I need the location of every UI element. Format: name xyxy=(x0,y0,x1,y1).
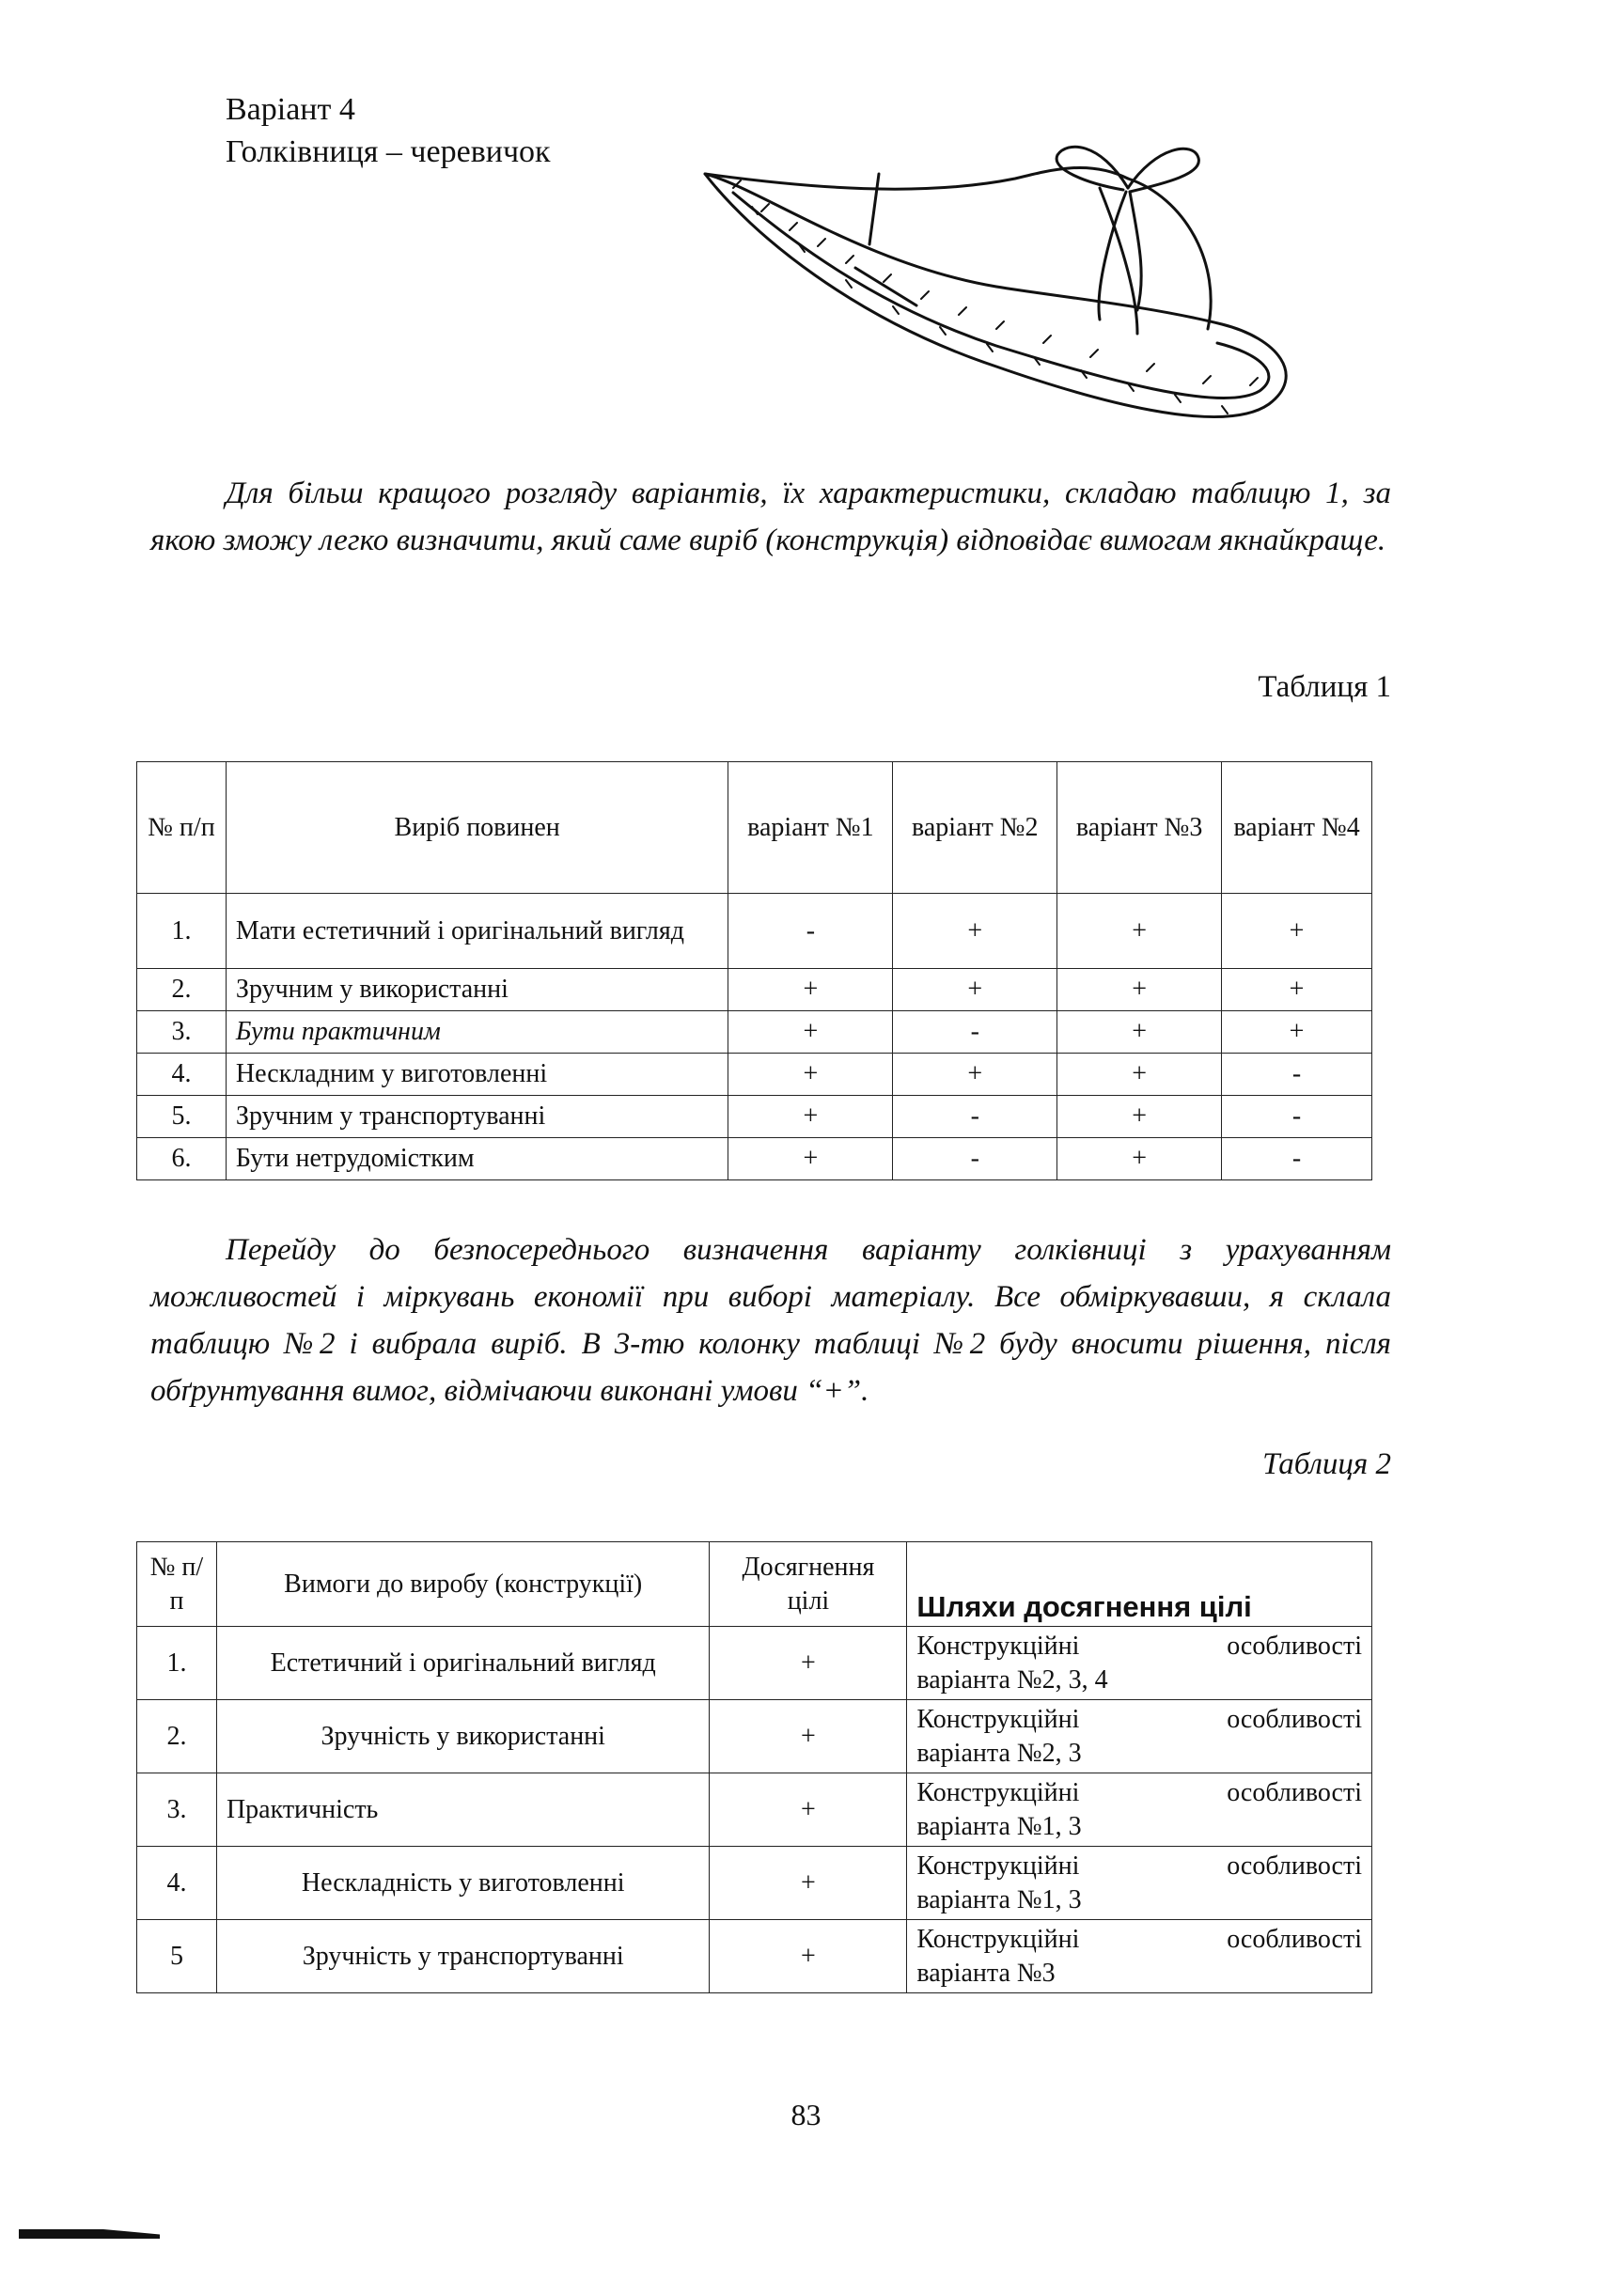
table1-cell: 1. xyxy=(137,894,227,969)
table2-cell: 4. xyxy=(137,1847,217,1920)
table2-cell: Естетичний і оригінальний вигляд xyxy=(216,1627,710,1700)
table-row xyxy=(137,1627,1372,1700)
table-row xyxy=(137,1054,1372,1096)
table-row xyxy=(137,1138,1372,1180)
table1-cell: - xyxy=(893,1138,1057,1180)
table2-cell: 5 xyxy=(137,1920,217,1993)
table1-cell: 4. xyxy=(137,1054,227,1096)
table2-cell-ways xyxy=(907,1847,1372,1920)
table1-header-v1: варіант №1 xyxy=(728,762,893,894)
table1-cell: + xyxy=(1057,894,1222,969)
table2-cell: Зручність у транспортуванні xyxy=(216,1920,710,1993)
ways-line1: Конструкційні особливості xyxy=(916,1704,1362,1734)
table2-header-achievement: Досягнення цілі xyxy=(710,1542,907,1627)
table1-cell: + xyxy=(728,1054,893,1096)
table1-cell: + xyxy=(1222,894,1372,969)
table1-cell: Бути практичним xyxy=(226,1011,728,1054)
table2-header-num: № п/п xyxy=(137,1542,217,1627)
table2-cell: Нескладність у виготовленні xyxy=(216,1847,710,1920)
ways-line2: варіанта №1, 3 xyxy=(916,1884,1082,1914)
table1-cell: + xyxy=(1057,1054,1222,1096)
table2-cell: Зручність у використанні xyxy=(216,1700,710,1773)
table1-cell: - xyxy=(893,1011,1057,1054)
ways-line1: Конструкційні особливості xyxy=(916,1851,1362,1881)
table2-cell: + xyxy=(710,1627,907,1700)
table1 xyxy=(136,761,1372,1180)
table1-cell: Зручним у транспортуванні xyxy=(226,1096,728,1138)
table1-cell: Зручним у використанні xyxy=(226,969,728,1011)
table1-cell: + xyxy=(1222,969,1372,1011)
variant-heading: Варіант 4 xyxy=(226,92,355,127)
table1-cell: + xyxy=(1057,969,1222,1011)
table1-cell: + xyxy=(728,1096,893,1138)
table1-cell: Мати естетичний і оригінальний вигляд xyxy=(226,894,728,969)
table-row xyxy=(137,894,1372,969)
table1-cell: - xyxy=(1222,1054,1372,1096)
table2-caption: Таблиця 2 xyxy=(1262,1447,1391,1481)
table2-cell: Практичність xyxy=(216,1773,710,1847)
table1-cell: 5. xyxy=(137,1096,227,1138)
table2 xyxy=(136,1541,1372,1993)
intro-paragraph: Для більш кращого розгляду варіантів, їх характеристики, складаю таблицю 1, за якою зможу легко визначити, який саме виріб (конструкція) відповідає вимогам якнайкраще. xyxy=(150,476,1391,557)
table2-cell: + xyxy=(710,1920,907,1993)
table-row xyxy=(137,1700,1372,1773)
ways-line1: Конструкційні особливості xyxy=(916,1777,1362,1807)
slipper-illustration xyxy=(696,132,1316,442)
table1-cell: + xyxy=(728,1011,893,1054)
ways-line2: варіанта №1, 3 xyxy=(916,1811,1082,1841)
table1-cell: 3. xyxy=(137,1011,227,1054)
table1-cell: Бути нетрудомістким xyxy=(226,1138,728,1180)
table1-cell: 2. xyxy=(137,969,227,1011)
table-row xyxy=(137,1847,1372,1920)
table1-header-v3: варіант №3 xyxy=(1057,762,1222,894)
scan-mark xyxy=(19,2229,160,2239)
table1-cell: - xyxy=(728,894,893,969)
table1-cell: - xyxy=(893,1096,1057,1138)
table1-cell: + xyxy=(1222,1011,1372,1054)
ways-line2: варіанта №2, 3, 4 xyxy=(916,1664,1108,1695)
middle-paragraph: Перейду до безпосереднього визначення варіанту голківниці з урахуванням можливостей і міркувань економії при виборі матеріалу. Все обміркувавши, я склала таблицю №2 і вибрала виріб. В 3-тю колонку таблиці №2 буду вносити рішення, після обґрунтування вимог, відмічаючи виконані умови “+”. xyxy=(150,1233,1391,1408)
table1-cell: + xyxy=(1057,1096,1222,1138)
variant-name: Голківниця – черевичок xyxy=(226,134,551,169)
table1-cell: + xyxy=(893,894,1057,969)
table1-cell: + xyxy=(728,1138,893,1180)
table1-cell: + xyxy=(1057,1011,1222,1054)
table1-cell: + xyxy=(893,1054,1057,1096)
table2-cell: + xyxy=(710,1773,907,1847)
table2-cell-ways xyxy=(907,1773,1372,1847)
table2-cell-ways xyxy=(907,1627,1372,1700)
table1-cell: Нескладним у виготовленні xyxy=(226,1054,728,1096)
table-row xyxy=(137,1920,1372,1993)
table2-cell-ways xyxy=(907,1920,1372,1993)
table2-cell: 1. xyxy=(137,1627,217,1700)
table2-cell: 3. xyxy=(137,1773,217,1847)
table1-caption: Таблиця 1 xyxy=(1258,670,1391,704)
table1-cell: + xyxy=(1057,1138,1222,1180)
table-row xyxy=(137,1011,1372,1054)
table2-cell: 2. xyxy=(137,1700,217,1773)
table2-cell: + xyxy=(710,1700,907,1773)
table2-header-ways: Шляхи досягнення цілі xyxy=(907,1542,1372,1627)
table-row xyxy=(137,969,1372,1011)
page-number: 83 xyxy=(790,2098,822,2132)
table1-cell: 6. xyxy=(137,1138,227,1180)
table1-cell: - xyxy=(1222,1138,1372,1180)
ways-line1: Конструкційні особливості xyxy=(916,1924,1362,1954)
ways-line2: варіанта №3 xyxy=(916,1958,1056,1988)
table1-cell: + xyxy=(728,969,893,1011)
table2-cell-ways xyxy=(907,1700,1372,1773)
table-row xyxy=(137,1096,1372,1138)
table-row xyxy=(137,1773,1372,1847)
ways-line1: Конструкційні особливості xyxy=(916,1631,1362,1661)
table2-header-row xyxy=(137,1542,1372,1627)
table1-header-v4: варіант №4 xyxy=(1222,762,1372,894)
ways-line2: варіанта №2, 3 xyxy=(916,1738,1082,1768)
table2-cell: + xyxy=(710,1847,907,1920)
table1-header-item: Виріб повинен xyxy=(226,762,728,894)
table1-header-v2: варіант №2 xyxy=(893,762,1057,894)
table2-header-requirements: Вимоги до виробу (конструкції) xyxy=(216,1542,710,1627)
table1-header-row xyxy=(137,762,1372,894)
table1-cell: + xyxy=(893,969,1057,1011)
table1-header-num: № п/п xyxy=(137,762,227,894)
table1-cell: - xyxy=(1222,1096,1372,1138)
